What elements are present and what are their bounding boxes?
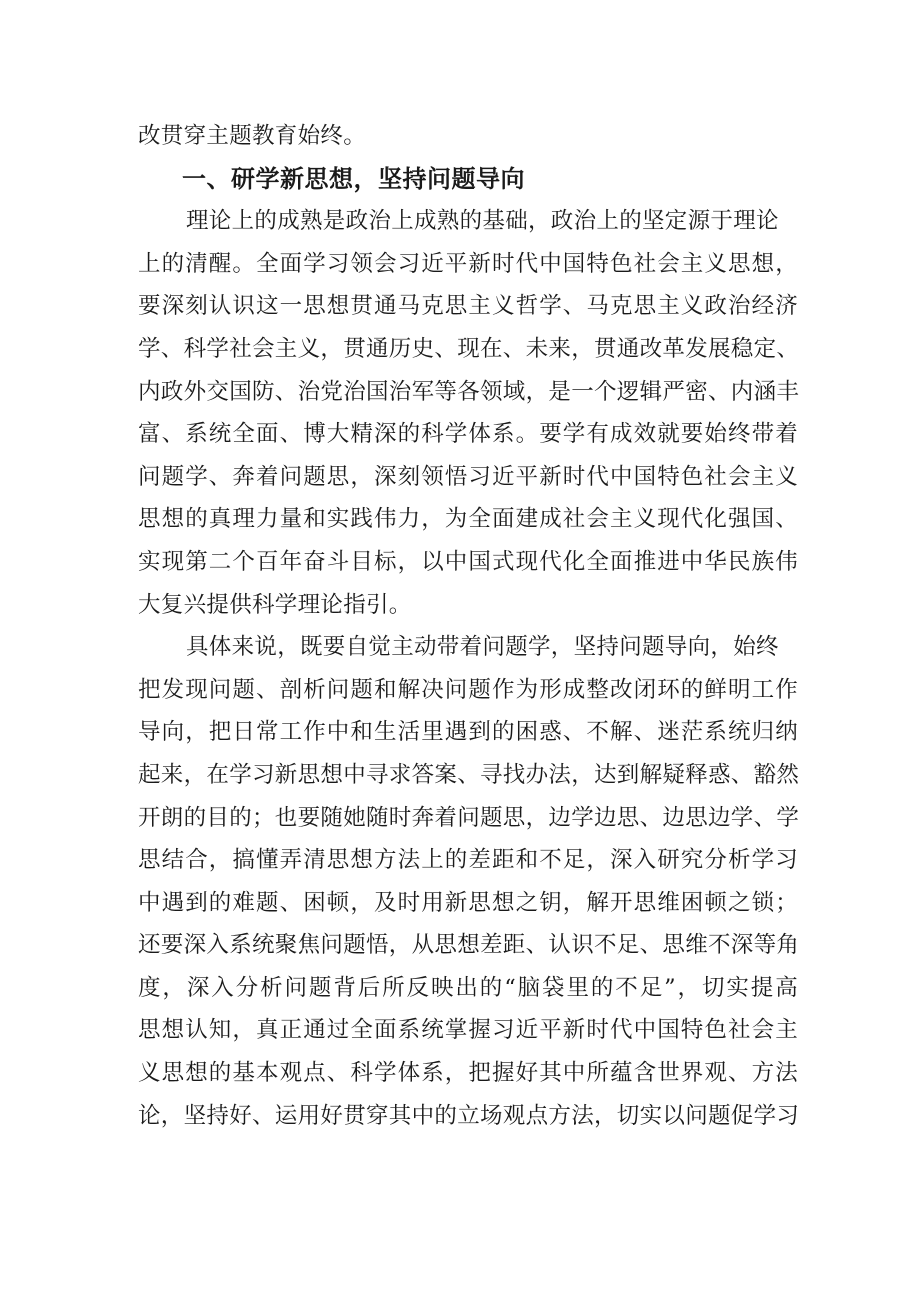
body-text-line: 思想的真理力量和实践伟力，为全面建成社会主义现代化强国、 (138, 506, 798, 533)
body-text-line: 实现第二个百年奋斗目标，以中国式现代化全面推进中华民族伟 (138, 548, 798, 575)
body-text-line: 理论上的成熟是政治上成熟的基础，政治上的坚定源于理论 (186, 208, 779, 235)
body-text-line: 大复兴提供科学理论指引。 (138, 591, 412, 618)
body-text-line: 思结合，搞懂弄清思想方法上的差距和不足，深入研究分析学习 (138, 847, 798, 874)
body-text-line: 内政外交国防、治党治国治军等各领域，是一个逻辑严密、内涵丰 (138, 378, 800, 405)
body-text-line: 中遇到的难题、困顿，及时用新思想之钥，解开思维困顿之锁； (138, 889, 798, 916)
body-text-line: 思想认知，真正通过全面系统掌握习近平新时代中国特色社会主 (138, 1017, 798, 1044)
body-text-line: 要深刻认识这一思想贯通马克思主义哲学、马克思主义政治经济 (138, 293, 798, 320)
body-text-line: 把发现问题、剖析问题和解决问题作为形成整改闭环的鲜明工作 (138, 676, 798, 703)
body-text-line: 富、系统全面、博大精深的科学体系。要学有成效就要始终带着 (138, 421, 798, 448)
body-text-line: 度，深入分析问题背后所反映出的“脑袋里的不足”，切实提高 (138, 974, 798, 1001)
section-heading: 一、研学新思想，坚持问题导向 (182, 164, 525, 193)
body-text-line: 问题学、奔着问题思，深刻领悟习近平新时代中国特色社会主义 (138, 463, 798, 490)
body-text-line: 改贯穿主题教育始终。 (138, 123, 367, 149)
body-text-line: 还要深入系统聚焦问题悟，从思想差距、认识不足、思维不深等角 (138, 932, 800, 959)
body-text-line: 起来，在学习新思想中寻求答案、寻找办法，达到解疑释惑、豁然 (138, 761, 800, 788)
body-text-line: 上的清醒。全面学习领会习近平新时代中国特色社会主义思想， (138, 250, 798, 277)
body-text-line: 论，坚持好、运用好贯穿其中的立场观点方法，切实以问题促学习 (138, 1102, 800, 1129)
body-text-line: 学、科学社会主义，贯通历史、现在、未来，贯通改革发展稳定、 (138, 335, 800, 362)
body-text-line: 具体来说，既要自觉主动带着问题学，坚持问题导向，始终 (186, 634, 779, 661)
body-text-line: 义思想的基本观点、科学体系，把握好其中所蕴含世界观、方法 (138, 1060, 798, 1087)
body-text-line: 开朗的目的；也要随她随时奔着问题思，边学边思、边思边学、学 (138, 804, 800, 831)
document-body (138, 115, 798, 1137)
body-text-line: 导向，把日常工作中和生活里遇到的困惑、不解、迷茫系统归纳 (138, 719, 798, 746)
